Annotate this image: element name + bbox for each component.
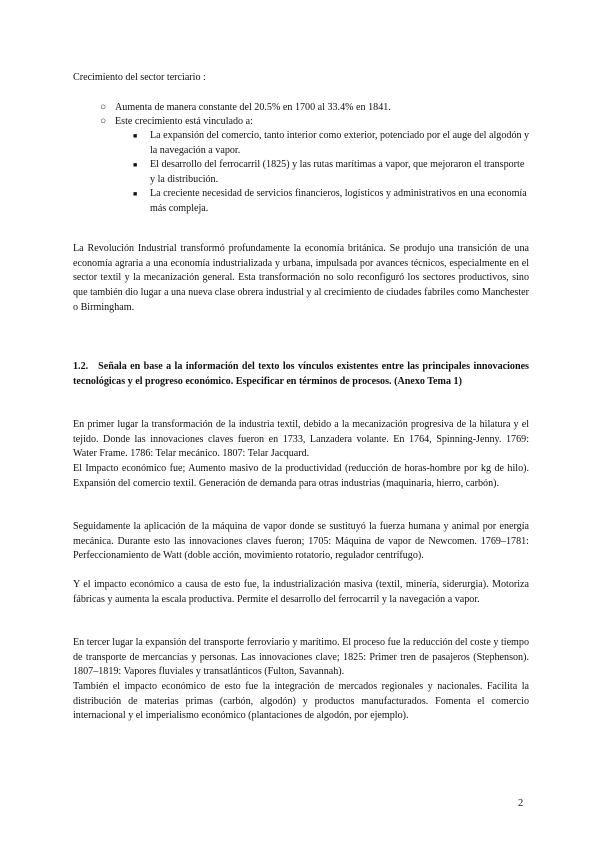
page-number: 2 <box>518 798 524 809</box>
transport-paragraph: En tercer lugar la expansión del transporte ferroviario y marítimo. El proceso fue la reducción del coste y tiempo de transporte de mercancías y personas. Las innovaciones clave; 1825: Primer tren de pasajeros (Stephenson). 1807–1819: Vapores fluviales y transatlánticos (Fulton, Savannah). <box>73 637 529 678</box>
sublist-item-text: La creciente necesidad de servicios financieros, logísticos y administrativos en una economía más compleja. <box>150 188 527 214</box>
sublist-item-text: El desarrollo del ferrocarril (1825) y las rutas marítimas a vapor, que mejoraron el transporte y la distribución. <box>150 159 525 185</box>
intro-label: Crecimiento del sector terciario : <box>73 72 206 83</box>
list-item <box>100 115 529 130</box>
square-bullet-icon: ■ <box>133 190 138 198</box>
sublist-item <box>133 187 530 216</box>
section-heading <box>73 360 529 389</box>
section-number: 1.2. <box>73 361 89 372</box>
textile-impact-paragraph: El Impacto económico fue; Aumento masivo de la productividad (reducción de horas-hombre por kg de hilo). Expansión del comercio textil. Generación de demanda para otras industrias (maquinaria, hierro, carbón). <box>73 463 529 489</box>
summary-paragraph: La Revolución Industrial transformó profundamente la economía británica. Se produjo una transición de una economía agraria a una economía industrializada y urbana, impulsada por avances técnicos, especialmente en el sector textil y la mecanización general. Esta transformación no solo reconfiguró los sectores productivos, sino que también dio lugar a una nueva clase obrera industrial y al crecimiento de ciudades fabriles como Manchester o Birmingham. <box>73 243 529 313</box>
square-bullet-icon: ■ <box>133 132 138 140</box>
list-item <box>100 101 529 116</box>
sublist-item-text: La expansión del comercio, tanto interior como exterior, potenciado por el auge del algodón y la navegación a vapor. <box>150 130 530 156</box>
sublist-item <box>133 158 530 187</box>
list-item-text: Aumenta de manera constante del 20.5% en 1700 al 33.4% en 1841. <box>115 102 391 113</box>
list-item-text: Este crecimiento está vinculado a: <box>115 116 253 127</box>
hollow-circle-bullet-icon: ○ <box>100 116 107 127</box>
steam-paragraph: Seguidamente la aplicación de la máquina de vapor donde se sustituyó la fuerza humana y animal por energía mecánica. Durante esto las innovaciones claves fueron; 1705: Máquina de vapor de Newcomen. 1769–1781: Perfeccionamiento de Watt (doble acción, movimiento rotatorio, regulador centrífugo). <box>73 521 529 562</box>
transport-impact-paragraph: También el impacto económico de esto fue la integración de mercados regionales y nacionales. Facilita la distribución de materias primas (carbón, algodón) y productos manufacturados. Fomenta el comercio internacional y el imperialismo económico (plantaciones de algodón, por ejemplo). <box>73 681 529 722</box>
section-heading-text: Señala en base a la información del texto los vínculos existentes entre las principales innovaciones tecnológicas y el progreso económico. Especificar en términos de procesos. (Anexo Tema 1) <box>73 361 529 387</box>
hollow-circle-bullet-icon: ○ <box>100 102 107 113</box>
sublist-item <box>133 129 530 158</box>
square-bullet-icon: ■ <box>133 161 138 169</box>
steam-impact-paragraph: Y el impacto económico a causa de esto fue, la industrialización masiva (textil, minería, siderurgia). Motoriza fábricas y aumenta la escala productiva. Permite el desarrollo del ferrocarril y la navegación a vapor. <box>73 579 529 605</box>
textile-paragraph: En primer lugar la transformación de la industria textil, debido a la mecanización progresiva de la hilatura y el tejido. Donde las innovaciones claves fueron en 1733, Lanzadera volante. En 1764, Spinning-Jenny. 1769: Water Frame. 1786: Telar mecánico. 1807: Telar Jacquard. <box>73 419 529 460</box>
